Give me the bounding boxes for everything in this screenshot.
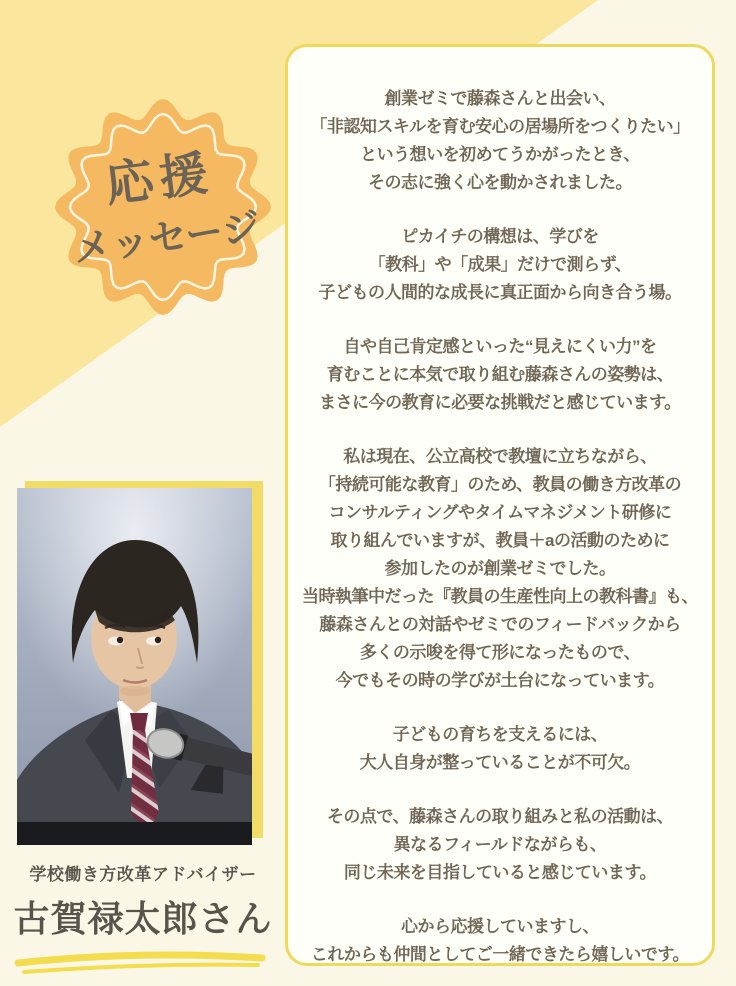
- profile-name: 古賀禄太郎さん: [13, 898, 273, 939]
- message-paragraph: 心から応援していますし、 これからも仲間としてご一緒できたら嬉しいです。: [310, 917, 690, 964]
- badge-text: [30, 74, 295, 339]
- chin-shadow: [120, 686, 150, 696]
- profile-caption: [0, 860, 286, 942]
- pupil-right: [155, 637, 161, 643]
- tie-knot: [130, 713, 148, 730]
- badge-title-line1: 応援: [102, 146, 217, 213]
- pupil-left: [117, 637, 123, 643]
- message-card: [285, 44, 715, 966]
- message-paragraph: 創業ゼミで藤森さんと出会い、 「非認知スキルを育む安心の居場所をつくりたい」 という想いを初めてうかがったとき、 その志に強く心を動かされました。: [310, 89, 690, 192]
- message-paragraph: その点で、藤森さんの取り組みと私の活動は、 異なるフィールドながらも、 同じ未来を目指していると感じています。: [326, 807, 674, 882]
- message-paragraph: 子どもの育ちを支えるには、 大人自身が整っていることが不可欠。: [359, 725, 641, 772]
- message-paragraph: ピカイチの構想は、学びを 「教科」や「成果」だけで測らず、 子どもの人間的な成長に真正面から向き合う場。: [318, 227, 682, 302]
- name-underline-swoosh: [12, 948, 268, 980]
- suit-shadow-band: [17, 822, 252, 845]
- message-text: [288, 47, 712, 969]
- message-paragraph: 自や自己肯定感といった“見えにくい力”を 育むことに本気で取り組む藤森さんの姿勢は、 まさに今の教育に必要な挑戦だと感じています。: [319, 337, 681, 412]
- profile-photo: [17, 488, 252, 845]
- message-paragraph: 私は現在、公立高校で教壇に立ちながら、 「持続可能な教育」のため、教員の働き方改革の コンサルティングやタイムマネジメント研修に 取り組んでいますが、教員＋aの活動のために 参加したのが創業ゼミでした。 当時執筆中だった『教員の生産性向上の教科書』も、 藤森さんとの対話やゼミでのフィードバックから 多くの示唆を得て形になったもので、 今でもその時の学びが土台になっています。: [302, 447, 698, 690]
- badge-title-line2: メッセージ: [71, 206, 263, 272]
- profile-title: 学校働き方改革アドバイザー: [29, 865, 257, 884]
- support-message-badge: [44, 88, 282, 326]
